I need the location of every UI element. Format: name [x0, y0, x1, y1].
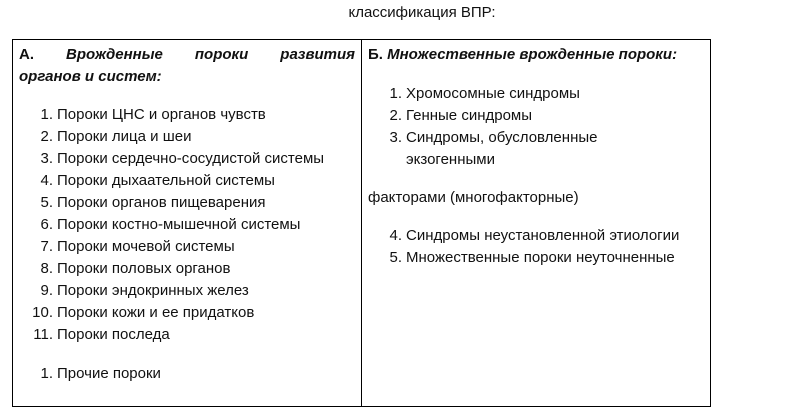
page-caption: классификация ВПР: [348, 4, 496, 21]
classification-table [12, 39, 711, 407]
list-item-text: Пороки дыхаательной системы [57, 172, 275, 189]
list-item [13, 280, 362, 302]
list-item-continuation [362, 149, 710, 171]
column-b-heading [368, 44, 677, 66]
column-a [13, 40, 362, 406]
list-item-text: Синдромы неустановленной этиологии [406, 227, 680, 244]
list-item [13, 236, 362, 258]
list-item-number: 9. [40, 282, 53, 299]
list-item-number: 11. [33, 326, 53, 343]
list-item-number: 10. [32, 304, 53, 321]
list-item-number: 1. [389, 85, 402, 102]
list-item-text: Синдромы, обусловленные [406, 129, 598, 146]
list-item-number: 3. [40, 150, 53, 167]
column-b-list-2 [362, 225, 710, 269]
column-a-letter: А. [19, 46, 34, 63]
list-item-text: Пороки кожи и ее придатков [57, 304, 255, 321]
list-item-text: Пороки сердечно-сосудистой системы [57, 150, 325, 167]
list-item-number: 3. [389, 129, 402, 146]
list-item-text: Пороки органов пищеварения [57, 194, 266, 211]
list-item-number: 2. [40, 128, 53, 145]
list-item-number: 2. [389, 107, 402, 124]
list-item-number: 6. [40, 216, 53, 233]
list-item [362, 83, 710, 105]
column-b-letter: Б. [368, 46, 383, 63]
column-b-heading-text: Множественные врожденные пороки: [387, 46, 678, 63]
list-item [13, 214, 362, 236]
list-item-text: Пороки ЦНС и органов чувств [57, 106, 266, 123]
list-item [13, 324, 362, 346]
list-item [13, 104, 362, 126]
list-item-text: Хромосомные синдромы [406, 85, 580, 102]
column-a-list [13, 104, 362, 346]
list-item-text: Прочие пороки [57, 365, 161, 382]
list-item-number: 7. [40, 238, 53, 255]
list-item [13, 148, 362, 170]
list-item-number: 4. [40, 172, 53, 189]
list-item [13, 170, 362, 192]
list-item [13, 302, 362, 324]
list-item-number: 1. [40, 365, 53, 382]
list-item [362, 105, 710, 127]
list-item [13, 126, 362, 148]
list-item-number: 5. [40, 194, 53, 211]
column-b-paragraph: факторами (многофакторные) [368, 189, 579, 206]
list-item-text: Множественные пороки неуточненные [406, 249, 675, 266]
list-item-text: Пороки половых органов [57, 260, 231, 277]
column-a-heading-line1: Врожденные пороки развития [66, 46, 356, 63]
list-item [362, 225, 710, 247]
list-item-text: Пороки костно-мышечной системы [57, 216, 301, 233]
list-item-text: Пороки мочевой системы [57, 238, 235, 255]
list-item-text: Пороки эндокринных желез [57, 282, 249, 299]
list-item-number: 8. [40, 260, 53, 277]
column-a-extra-list [13, 363, 362, 385]
list-item-text: Пороки лица и шеи [57, 128, 192, 145]
list-item-text: Генные синдромы [406, 107, 533, 124]
column-a-heading-line2: органов и систем: [19, 68, 162, 85]
list-item-text: экзогенными [406, 151, 495, 168]
list-item [13, 258, 362, 280]
list-item [362, 127, 710, 149]
list-item-text: Пороки последа [57, 326, 170, 343]
list-item [13, 363, 362, 385]
list-item-number: 4. [389, 227, 402, 244]
column-b [362, 40, 710, 406]
list-item [362, 247, 710, 269]
column-a-heading [19, 44, 355, 66]
list-item-number: 1. [40, 106, 53, 123]
list-item-number: 5. [389, 249, 402, 266]
column-b-list [362, 83, 710, 171]
list-item [13, 192, 362, 214]
